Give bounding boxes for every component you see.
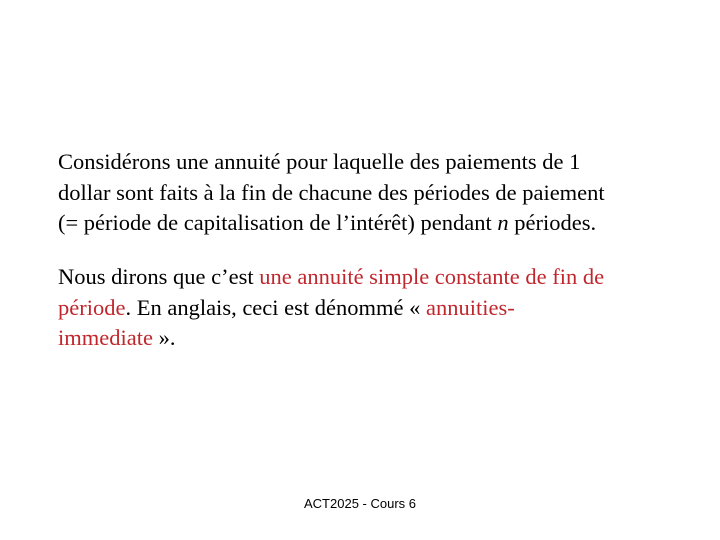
term-english-part-2: immediate [58,325,153,350]
definition-line-1: Considérons une annuité pour laquelle des paiements de 1 [58,149,581,174]
definition-line-3-start: (= période de capitalisation de l’intérêt) pendant [58,210,498,235]
slide-footer: ACT2025 - Cours 6 [304,496,416,511]
terminology-paragraph [58,262,658,354]
definition-line-2: dollar sont faits à la fin de chacune des périodes de paiement [58,179,605,205]
term-english-part-1: annuities- [426,294,515,320]
term-french-part-2: période [58,294,126,320]
terminology-intro: Nous dirons que c’est [58,264,260,289]
definition-paragraph [58,147,658,239]
term-french-part-1: une annuité simple constante de fin de [259,264,605,289]
variable-n: n [497,210,509,235]
terminology-english-intro: . En anglais, ceci est dénommé « [125,294,426,320]
terminology-closing: ». [152,325,176,350]
definition-line-3-end: périodes. [508,210,597,235]
